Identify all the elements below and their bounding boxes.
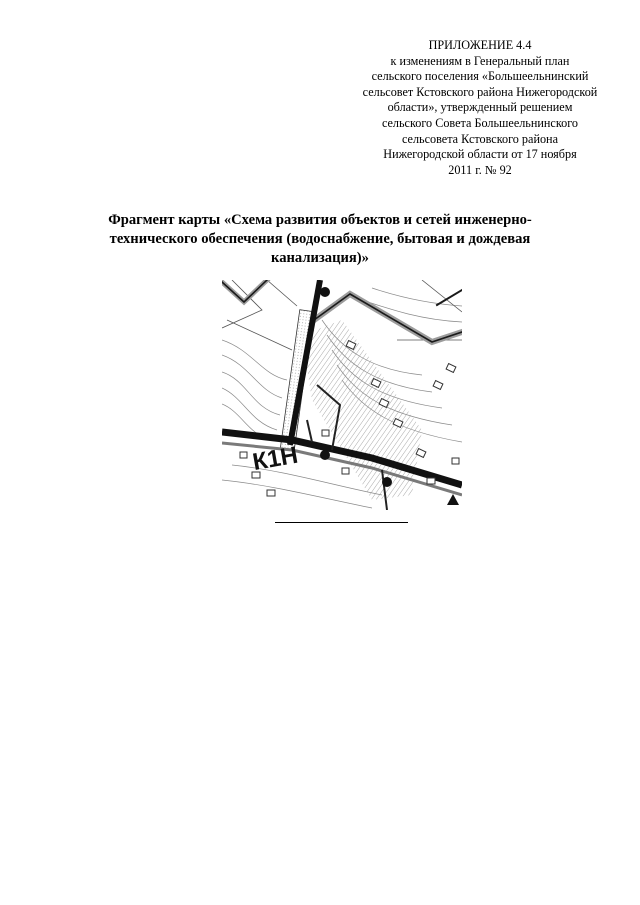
appendix-line: сельского поселения «Большеельнинский [371,69,589,84]
appendix-line: сельского Совета Большеельнинского [381,115,579,130]
bottom-rule [275,522,408,523]
title-line: канализация)» [271,250,369,266]
title-line: Фрагмент карты «Схема развития объектов и сетей инженерно- [108,212,532,228]
appendix-line: ПРИЛОЖЕНИЕ 4.4 [428,38,532,52]
title-line: технического обеспечения (водоснабжение, бытовая и дождевая [109,231,531,247]
appendix-line: Нижегородской области от 17 ноября [383,147,577,162]
appendix-line: к изменениям в Генеральный план [390,53,570,68]
appendix-line: 2011 г. № 92 [448,162,512,177]
document-title [100,211,540,268]
map-fragment [222,280,462,510]
appendix-line: сельсовет Кстовского района Нижегородской [362,84,598,99]
appendix-line: области», утвержденный решением [387,100,573,115]
appendix-line: сельсовета Кстовского района [401,131,558,146]
appendix-header [340,38,620,178]
network-label: К1Н [250,441,300,477]
